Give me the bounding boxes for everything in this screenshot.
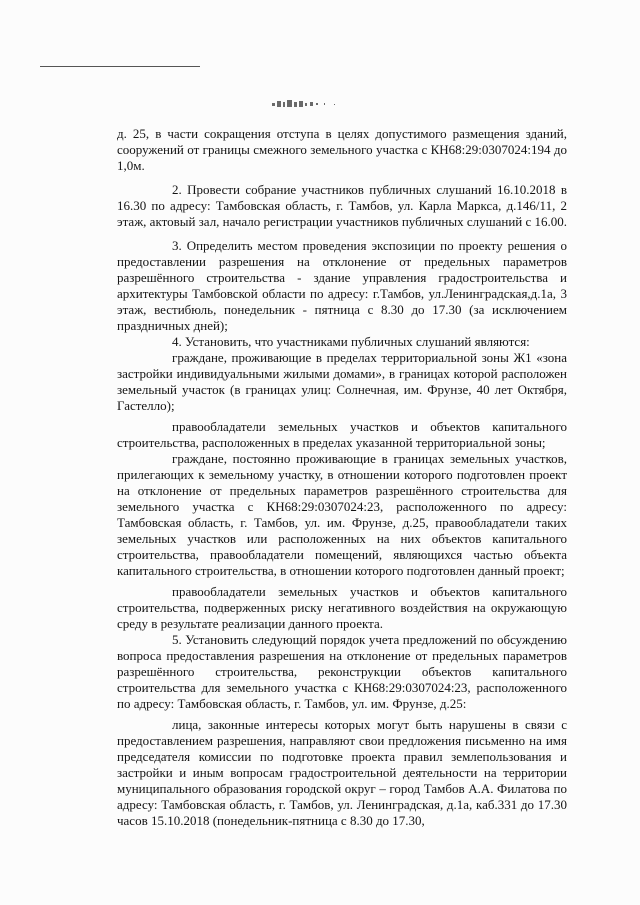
document-body [117, 126, 567, 829]
proposals-procedure: лица, законные интересы которых могут быть нарушены в связи с предоставлением разрешения, направляют свои предложения письменно на имя председателя комиссии по подготовке проекта правил землепользования и застройки и иным вопросам градостроительной деятельности на территории муниципального образования городской округ – город Тамбов А.А. Филатова по адресу: Тамбовская область, г. Тамбов, ул. Ленинградская, д.1а, каб.331 до 17.30 часов 15.10.2018 (понедельник-пятница с 8.30 до 17.30, [117, 717, 567, 828]
paragraph-2: 2. Провести собрание участников публичных слушаний 16.10.2018 в 16.30 по адресу: Тамбовская область, г. Тамбов, ул. Карла Маркса, д.146/11, 2 этаж, актовый зал, начало регистрации участников публичных слушаний с 16.00. [117, 182, 568, 229]
paragraph-5: 5. Установить следующий порядок учета предложений по обсуждению вопроса предоставления разрешения на отклонение от предельных параметров разрешённого строительства, реконструкции объектов капитального строительства для земельного участка с КН68:29:0307024:23, расположенного по адресу: Тамбовская область, г. Тамбов, ул. им. Фрунзе, д.25: [117, 632, 567, 711]
participants-adjacent: граждане, постоянно проживающие в границах земельных участков, прилегающих к земельному участку, в отношении которого подготовлен проект на отклонение от предельных параметров разрешённого строительства для земельного участка с КН68:29:0307024:23, расположенного по адресу: Тамбовская область, г. Тамбов, ул. им. Фрунзе, д.25, правообладатели таких земельных участков или расположенных на них объектов капитального строительства, правообладатели помещений, являющихся частью объекта капитального строительства, в отношении которого подготовлен данный проект; [117, 451, 567, 578]
header-rule [40, 66, 200, 67]
page-number-mark [262, 98, 362, 110]
participants-residents: граждане, проживающие в пределах территориальной зоны Ж1 «зона застройки индивидуальными жилыми домами», в границах которой расположен земельный участок (в границах улиц: Солнечная, им. Фрунзе, 40 лет Октября, Гастелло); [117, 350, 567, 413]
paragraph-3: 3. Определить местом проведения экспозиции по проекту решения о предоставлении разрешения на отклонение от предельных параметров разрешённого строительства - здание управления градостроительства и архитектуры Тамбовской области по адресу: г.Тамбов, ул.Ленинградская,д.1а, 3 этаж, вестибюль, понедельник - пятница с 8.30 до 17.30 (за исключением праздничных дней); [117, 238, 567, 333]
participants-owners-zone: правообладатели земельных участков и объектов капитального строительства, расположенных в пределах указанной территориальной зоны; [117, 419, 567, 450]
paragraph-4: 4. Установить, что участниками публичных слушаний являются: [172, 334, 530, 349]
paragraph-1-continuation: д. 25, в части сокращения отступа в целях допустимого размещения зданий, сооружений от границы смежного земельного участка с КН68:29:0307024:194 до 1,0м. [117, 126, 567, 173]
participants-environment: правообладатели земельных участков и объектов капитального строительства, подверженных риску негативного воздействия на окружающую среду в результате реализации данного проекта. [117, 584, 567, 631]
